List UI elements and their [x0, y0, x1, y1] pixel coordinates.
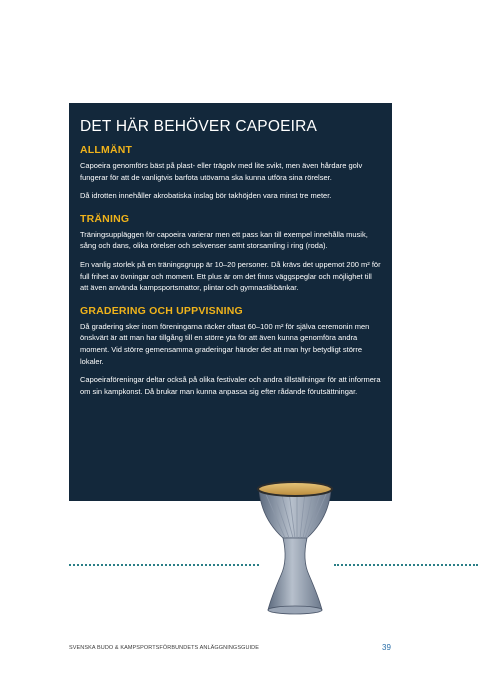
section-heading-allmant: ALLMÄNT [80, 144, 133, 156]
djembe-drum-illustration [255, 480, 335, 615]
dotted-divider [69, 564, 259, 566]
section-heading-traning: TRÄNING [80, 212, 130, 225]
paragraph: Träningsuppläggen för capoeira varierar men ett pass kan till exempel innehålla musik, sång och dans, olika rörelser och sekvenser samt storsamling i ring (roda). [80, 229, 368, 251]
paragraph: Då idrotten innehåller akrobatiska inslag bör takhöjden vara minst tre meter. [80, 191, 332, 201]
footer-text: SVENSKA BUDO & KAMPSPORTSFÖRBUNDETS ANLÄGGNINGSGUIDE [69, 645, 260, 651]
paragraph: Capoeira genomförs bäst på plast- eller trägolv med lite svikt, men även hårdare golv fungerar för att de vanligtvis barfota utövarna ska kunna utföra sina rörelser. [80, 161, 363, 182]
box-title: DET HÄR BEHÖVER CAPOEIRA [80, 118, 318, 135]
paragraph: En vanlig storlek på en träningsgrupp är 10–20 personer. Då krävs det uppemot 200 m² för full frihet av övningar och moment. Ett plus är om det finns väggspeglar och möjlighet till att även använda kampsportsmattor, plintar och gymnastikbänkar. [80, 259, 381, 293]
paragraph: Då gradering sker inom föreningarna räcker oftast 60–100 m² för själva ceremonin men önskvärt är att man har tillgång till en större yta för att även kunna genomföra andra moment. Vid större gemensamma graderingar händer det att man hyr betydligt större lokaler. [80, 321, 370, 366]
section-heading-gradering: GRADERING OCH UPPVISNING [80, 304, 243, 317]
page-number: 39 [382, 643, 391, 652]
dotted-divider [334, 564, 478, 566]
info-box [69, 103, 392, 501]
paragraph: Capoeiraföreningar deltar också på olika festivaler och andra tillställningar för att informera om sin kampkonst. Då brukar man kunna anpassa sig efter rådande förutsättningar. [80, 375, 381, 396]
